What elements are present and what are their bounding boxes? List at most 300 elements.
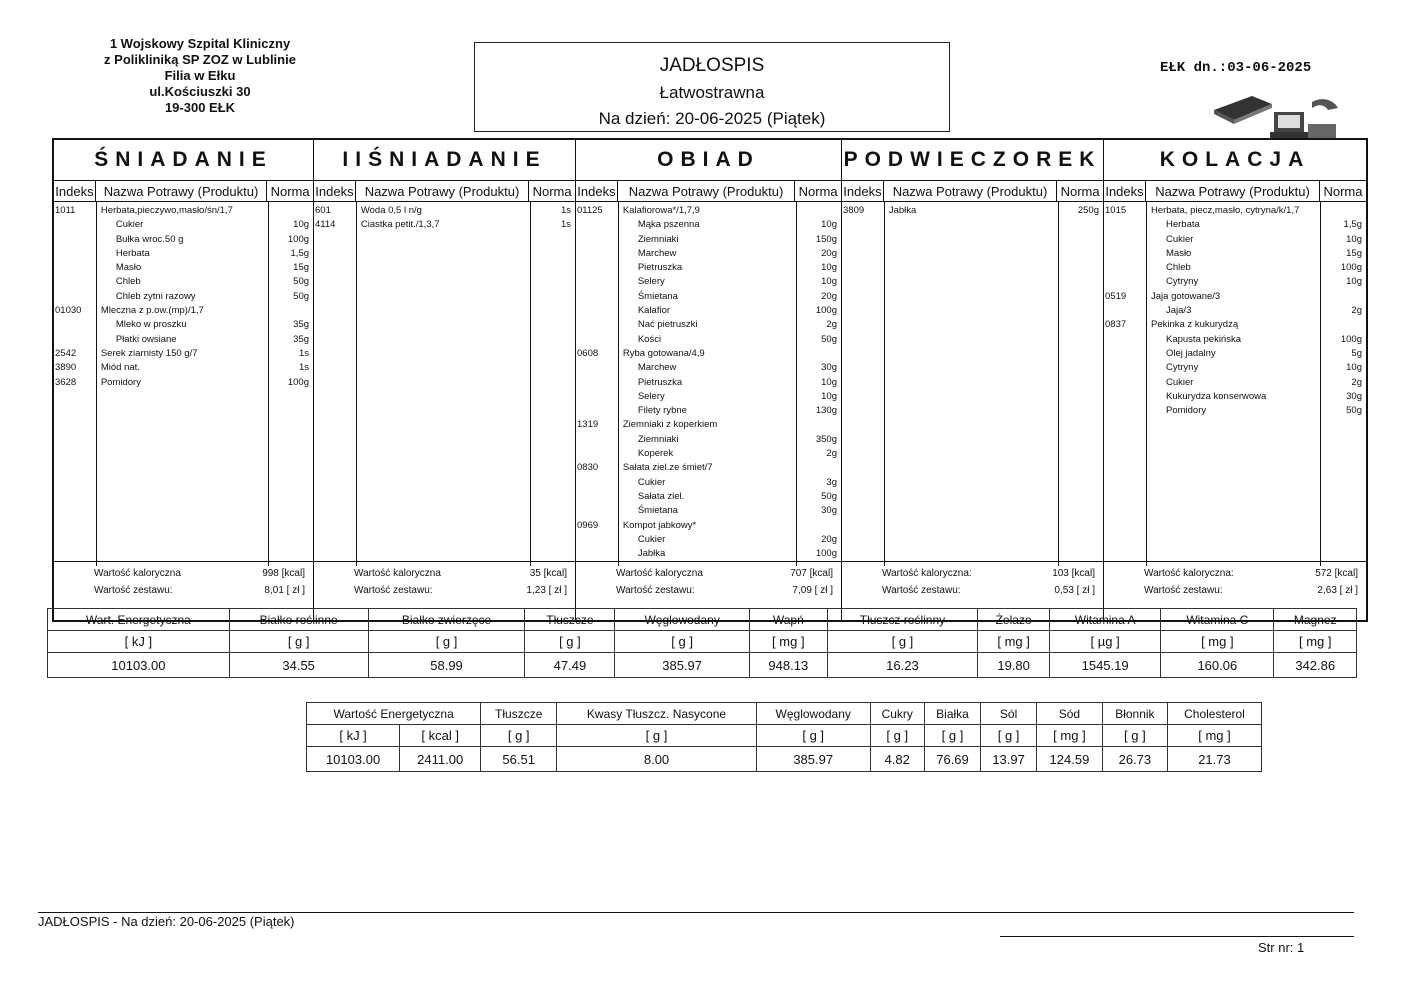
meal-column-headers (314, 181, 575, 202)
item-name: Woda 0,5 l n/g (360, 205, 422, 216)
item-name: Chleb (115, 276, 141, 288)
item-norm: 5g (1351, 347, 1362, 359)
item-norm: 50g (821, 490, 837, 502)
nutrient-value: 47.49 (525, 653, 615, 678)
item-norm: 10g (1346, 276, 1362, 288)
item-index: 3809 (843, 205, 865, 216)
meal-plan-grid (52, 138, 1368, 622)
meal-column-headers (54, 181, 313, 202)
list-item (1104, 261, 1366, 275)
item-index (1104, 376, 1146, 390)
item-index (576, 290, 618, 304)
item-norm: 1s (560, 219, 571, 231)
list-item (54, 347, 313, 361)
nutrient-unit: [ kJ ] (48, 631, 230, 653)
calorie-label: Wartość kaloryczna (94, 568, 181, 579)
item-norm (1320, 204, 1366, 218)
item-norm: 35g (293, 319, 310, 331)
item-index: 0608 (577, 347, 599, 359)
nutrient-header: Białka (924, 703, 980, 725)
nutrient-header: Tłuszcze (481, 703, 557, 725)
item-index (576, 218, 618, 232)
nutrient-value: 385.97 (756, 747, 870, 772)
list-item (576, 519, 841, 533)
item-norm: 2g (826, 448, 837, 460)
item-name: Miód nat. (100, 362, 140, 374)
nutrient-unit: [ g ] (827, 631, 978, 653)
item-norm (795, 519, 841, 533)
nutrient-header: Tłuszcz roślinny (827, 609, 978, 631)
meal-column (1104, 140, 1366, 620)
nutrient-value: 76.69 (924, 747, 980, 772)
header-name: Nazwa Potrawy (Produktu) (356, 181, 529, 201)
item-name: Kalafior (637, 305, 671, 317)
item-name: Jaja/3 (1166, 305, 1192, 317)
item-index (576, 547, 618, 561)
item-index (576, 476, 618, 490)
nutrient-header: Witamina C (1161, 609, 1274, 631)
item-norm: 30g (1346, 390, 1362, 402)
list-item (1104, 318, 1366, 332)
item-norm: 100g (287, 376, 309, 388)
list-item (54, 318, 313, 332)
cost-value: 0,53 [ zł ] (1054, 585, 1095, 596)
item-name: Ryba gotowana/4,9 (622, 347, 705, 359)
item-index: 0837 (1105, 319, 1127, 331)
list-item (576, 490, 841, 504)
meal-column-headers (576, 181, 841, 202)
footer-text: JADŁOSPIS - Na dzień: 20-06-2025 (Piątek) (38, 914, 295, 929)
item-norm (267, 304, 313, 318)
item-norm (795, 347, 841, 361)
meal-items (54, 202, 313, 566)
meal-items (576, 202, 841, 566)
nutrient-unit: [ kcal ] (400, 725, 481, 747)
item-index: 0830 (577, 462, 599, 474)
item-name: Cukier (1166, 233, 1194, 245)
item-norm: 20g (821, 290, 837, 302)
nutrient-value: 10103.00 (307, 747, 400, 772)
item-name: Chleb (1166, 262, 1191, 274)
list-item (1104, 304, 1366, 318)
item-index: 0969 (577, 519, 599, 531)
nutrient-unit: [ g ] (756, 725, 870, 747)
list-item (576, 433, 841, 447)
menu-date: Na dzień: 20-06-2025 (Piątek) (598, 109, 826, 128)
item-name: Jabłka (888, 205, 917, 216)
item-name: Selery (637, 390, 665, 402)
item-index (54, 275, 96, 289)
print-date: EŁK dn.:03-06-2025 (1160, 60, 1312, 76)
nutrient-header: Białko roślinne (229, 609, 368, 631)
header-index: Indeks (842, 181, 884, 201)
calorie-label: Wartość kaloryczna (616, 568, 703, 579)
item-index (54, 261, 96, 275)
list-item (576, 504, 841, 518)
list-item (576, 233, 841, 247)
nutrient-value: 10103.00 (48, 653, 230, 678)
header-index: Indeks (1104, 181, 1146, 201)
nutrient-header: Żelazo (978, 609, 1050, 631)
item-name: Koperek (637, 448, 674, 460)
item-name: Ziemniaki (637, 233, 679, 245)
item-name: Herbata, piecz,masło, cytryna/k/1,7 (1151, 205, 1300, 216)
item-index (54, 333, 96, 347)
nutrient-unit: [ g ] (615, 631, 750, 653)
item-norm: 50g (821, 333, 837, 345)
item-norm: 10g (1346, 362, 1362, 374)
nutrient-value: 56.51 (481, 747, 557, 772)
column-divider (884, 202, 885, 566)
calorie-label: Wartość kaloryczna (354, 568, 441, 579)
nutrient-unit: [ g ] (557, 725, 757, 747)
hospital-address (70, 36, 330, 116)
list-item (576, 290, 841, 304)
item-index (576, 275, 618, 289)
list-item (54, 261, 313, 275)
item-name: Kości (637, 333, 662, 345)
item-name: Cukier (115, 219, 144, 231)
item-norm: 20g (821, 533, 837, 545)
item-name: Śmietana (637, 290, 678, 302)
item-index (1104, 233, 1146, 247)
meal-title: IIŚNIADANIE (314, 140, 575, 181)
nutrition-table-main (47, 608, 1357, 678)
list-item (576, 461, 841, 475)
meal-column (842, 140, 1104, 620)
nutrient-unit: [ mg ] (1274, 631, 1357, 653)
item-norm: 10g (293, 219, 310, 231)
nutrient-value: 948.13 (749, 653, 827, 678)
list-item (1104, 290, 1366, 304)
list-item (54, 361, 313, 375)
item-index (54, 218, 96, 232)
item-name: Jabłka (637, 548, 666, 560)
meal-title: PODWIECZOREK (842, 140, 1103, 181)
nutrient-value: 26.73 (1102, 747, 1167, 772)
list-item (576, 476, 841, 490)
list-item (1104, 247, 1366, 261)
nutrient-header: Kwasy Tłuszcz. Nasycone (557, 703, 757, 725)
item-index (576, 361, 618, 375)
item-norm: 10g (821, 219, 837, 231)
item-name: Selery (637, 276, 665, 288)
item-norm: 1s (298, 362, 309, 374)
column-divider (356, 202, 357, 566)
list-item (314, 204, 575, 218)
item-index (1104, 247, 1146, 261)
item-name: Kukurydza konserwowa (1166, 390, 1267, 402)
item-norm: 50g (293, 290, 310, 302)
item-norm: 10g (1346, 233, 1362, 245)
header-name: Nazwa Potrawy (Produktu) (618, 181, 795, 201)
item-index: 2542 (55, 347, 77, 359)
item-name: Pomidory (100, 376, 141, 388)
item-norm: 1,5g (1343, 219, 1362, 231)
item-norm: 130g (815, 405, 837, 417)
footer-divider (38, 912, 1354, 913)
cost-label: Wartość zestawu: (1144, 585, 1223, 596)
item-name: Filety rybne (637, 405, 687, 417)
nutrient-value: 13.97 (981, 747, 1037, 772)
nutrient-header: Węglowodany (756, 703, 870, 725)
nutrient-unit: [ g ] (525, 631, 615, 653)
item-name: Ziemniaki (637, 433, 679, 445)
list-item (1104, 361, 1366, 375)
item-name: Cytryny (1166, 362, 1199, 374)
list-item (576, 404, 841, 418)
item-norm: 100g (815, 548, 837, 560)
nutrient-header: Sól (981, 703, 1037, 725)
nutrient-value: 21.73 (1167, 747, 1261, 772)
list-item (576, 418, 841, 432)
list-item (576, 447, 841, 461)
list-item (576, 361, 841, 375)
nutrient-value: 160.06 (1161, 653, 1274, 678)
item-name: Marchew (637, 247, 677, 259)
item-index (576, 304, 618, 318)
item-norm: 150g (815, 233, 837, 245)
item-index (1104, 261, 1146, 275)
cost-label: Wartość zestawu: (616, 585, 695, 596)
item-index (576, 390, 618, 404)
nutrient-header: Sód (1037, 703, 1103, 725)
diet-name: Łatwostrawna (659, 83, 765, 102)
list-item (576, 347, 841, 361)
meal-column (54, 140, 314, 620)
nutrient-header: Cukry (870, 703, 924, 725)
item-name: Sałata ziel. (637, 490, 685, 502)
nutrient-header: Witamina A (1050, 609, 1161, 631)
header-name: Nazwa Potrawy (Produktu) (96, 181, 267, 201)
document-title: JADŁOSPIS (659, 55, 765, 76)
list-item (576, 533, 841, 547)
item-index (54, 247, 96, 261)
item-name: Masło (115, 262, 142, 274)
calorie-value: 103 [kcal] (1052, 568, 1095, 579)
hospital-line: Filia w Ełku (164, 68, 236, 83)
item-index (576, 233, 618, 247)
cost-label: Wartość zestawu: (94, 585, 173, 596)
hospital-line: 19-300 EŁK (164, 100, 236, 115)
item-norm: 50g (1346, 405, 1362, 417)
header-name: Nazwa Potrawy (Produktu) (1146, 181, 1320, 201)
nutrient-value: 19.80 (978, 653, 1050, 678)
nutrient-value: 8.00 (557, 747, 757, 772)
item-name: Masło (1166, 247, 1192, 259)
nutrient-header: Wart. Energetyczna (48, 609, 230, 631)
item-norm: 10g (821, 390, 837, 402)
item-norm: 10g (821, 276, 837, 288)
item-norm: 1s (560, 205, 571, 216)
item-norm (795, 461, 841, 475)
nutrient-header: Magnez (1274, 609, 1357, 631)
item-name: Mleko w proszku (115, 319, 187, 331)
item-norm: 350g (815, 433, 837, 445)
cost-label: Wartość zestawu: (882, 585, 961, 596)
meal-column (314, 140, 576, 620)
nutrient-value: 342.86 (1274, 653, 1357, 678)
title-box (474, 42, 950, 132)
item-index (576, 504, 618, 518)
list-item (54, 275, 313, 289)
nutrient-unit: [ g ] (481, 725, 557, 747)
list-item (576, 318, 841, 332)
list-item (314, 218, 575, 232)
meal-items (314, 202, 575, 566)
meal-items (1104, 202, 1366, 566)
item-index: 3890 (55, 362, 77, 374)
list-item (576, 304, 841, 318)
nutrient-unit: [ g ] (1102, 725, 1167, 747)
header-norm: Norma (798, 183, 838, 199)
item-index (54, 233, 96, 247)
nutrient-unit: [ mg ] (1161, 631, 1274, 653)
item-name: Śmietana (637, 505, 678, 517)
item-name: Ciastka petit./1,3,7 (360, 219, 440, 231)
list-item (1104, 204, 1366, 218)
item-index (1104, 347, 1146, 361)
meal-column (576, 140, 842, 620)
hospital-line: 1 Wojskowy Szpital Kliniczny (109, 36, 291, 51)
nutrient-unit: [ mg ] (749, 631, 827, 653)
item-index: 01030 (55, 305, 82, 317)
item-norm: 2g (826, 319, 837, 331)
nutrient-unit: [ mg ] (1167, 725, 1261, 747)
hospital-line: ul.Kościuszki 30 (149, 84, 251, 99)
list-item (576, 261, 841, 275)
item-index: 1015 (1105, 205, 1127, 216)
list-item (1104, 376, 1366, 390)
item-index (1104, 361, 1146, 375)
item-name: Sałata ziel.ze śmiet/7 (622, 462, 713, 474)
item-index: 1319 (577, 419, 599, 431)
item-norm: 250g (1077, 205, 1099, 216)
item-index (576, 404, 618, 418)
nutrient-unit: [ mg ] (1037, 725, 1103, 747)
item-norm (1320, 290, 1366, 304)
nutrition-table-label (306, 702, 1262, 772)
meal-title: ŚNIADANIE (54, 140, 313, 181)
item-name: Chleb zytni razowy (115, 290, 196, 302)
list-item (576, 218, 841, 232)
list-item (576, 333, 841, 347)
nutrient-unit: [ g ] (229, 631, 368, 653)
cost-value: 2,63 [ zł ] (1317, 585, 1358, 596)
page-number: Str nr: 1 (1258, 940, 1305, 955)
item-index (1104, 390, 1146, 404)
nutrient-header: Węglowodany (615, 609, 750, 631)
item-name: Cukier (637, 476, 666, 488)
item-name: Olej jadalny (1166, 347, 1216, 359)
meal-column-headers (1104, 181, 1366, 202)
item-index (1104, 275, 1146, 289)
item-index (576, 533, 618, 547)
nutrient-header: Wapń (749, 609, 827, 631)
item-name: Pietruszka (637, 262, 683, 274)
list-item (54, 290, 313, 304)
item-norm: 10g (821, 376, 837, 388)
item-index (576, 247, 618, 261)
list-item (576, 275, 841, 289)
item-norm: 3g (826, 476, 837, 488)
calorie-value: 707 [kcal] (790, 568, 833, 579)
item-index (576, 376, 618, 390)
item-name: Pomidory (1166, 405, 1207, 417)
item-norm: 35g (293, 333, 310, 345)
nutrient-header: Tłuszcze (525, 609, 615, 631)
header-norm: Norma (1323, 183, 1363, 199)
nutrient-header: Błonnik (1102, 703, 1167, 725)
item-name: Pekinka z kukurydzą (1151, 319, 1239, 331)
list-item (1104, 333, 1366, 347)
item-name: Kalafiorowa*/1,7,9 (622, 205, 700, 216)
item-norm (795, 204, 841, 218)
cost-label: Wartość zestawu: (354, 585, 433, 596)
header-name: Nazwa Potrawy (Produktu) (884, 181, 1057, 201)
meal-column-headers (842, 181, 1103, 202)
item-index: 601 (315, 205, 331, 216)
item-index (54, 290, 96, 304)
nutrient-value: 16.23 (827, 653, 978, 678)
item-norm: 100g (287, 233, 310, 245)
hospital-line: z Polikliniką SP ZOZ w Lublinie (104, 52, 296, 67)
nutrient-header: Cholesterol (1167, 703, 1261, 725)
item-name: Jaja gotowane/3 (1151, 290, 1221, 302)
list-item (54, 233, 313, 247)
item-index (576, 490, 618, 504)
item-index: 4114 (315, 219, 336, 231)
item-name: Kompot jabkowy* (622, 519, 697, 531)
nutrient-unit: [ g ] (981, 725, 1037, 747)
nutrient-value: 2411.00 (400, 747, 481, 772)
item-norm: 1,5g (290, 247, 310, 259)
item-index (1104, 404, 1146, 418)
item-name: Ziemniaki z koperkiem (622, 419, 718, 431)
item-index (576, 447, 618, 461)
footer-divider-right (1000, 936, 1354, 937)
column-divider (1058, 202, 1059, 566)
list-item (576, 204, 841, 218)
item-index (576, 333, 618, 347)
item-norm: 30g (821, 362, 837, 374)
item-name: Płatki owsiane (115, 333, 177, 345)
item-norm: 2g (1351, 305, 1362, 317)
nutrient-header: Wartość Energetyczna (307, 703, 481, 725)
calorie-value: 998 [kcal] (262, 568, 305, 579)
meal-title: KOLACJA (1104, 140, 1366, 181)
item-norm (267, 204, 313, 218)
item-index: 01125 (577, 205, 603, 216)
nutrient-value: 124.59 (1037, 747, 1103, 772)
nutrient-unit: [ g ] (924, 725, 980, 747)
cost-value: 7,09 [ zł ] (792, 585, 833, 596)
item-norm: 50g (293, 276, 310, 288)
item-norm (1320, 318, 1366, 332)
item-norm: 100g (815, 305, 837, 317)
item-name: Herbata,pieczywo,masło/śn/1,7 (100, 205, 233, 216)
item-index: 0519 (1105, 290, 1127, 302)
item-index (576, 261, 618, 275)
calorie-label: Wartość kaloryczna: (1144, 568, 1234, 579)
nutrient-unit: [ kJ ] (307, 725, 400, 747)
item-norm: 30g (821, 505, 837, 517)
nutrient-header: Białko zwierzęce (368, 609, 525, 631)
item-name: Serek ziarnisty 150 g/7 (100, 347, 198, 359)
item-norm: 100g (1340, 262, 1362, 274)
item-norm: 100g (1340, 333, 1362, 345)
header-norm: Norma (270, 183, 310, 199)
